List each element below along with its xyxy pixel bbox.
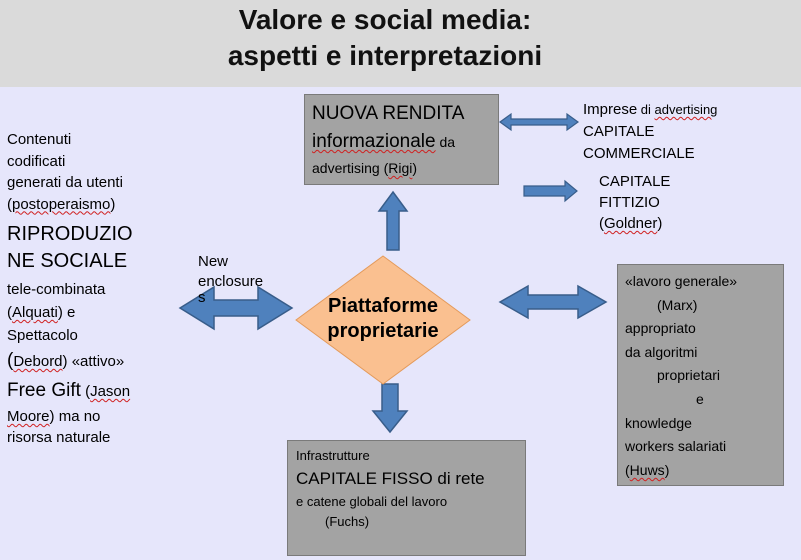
right-box-huws: Huws bbox=[629, 461, 665, 478]
left-line-1: Contenuti bbox=[7, 131, 72, 148]
fictitious-close-paren: ) bbox=[657, 215, 663, 232]
bottom-box-text bbox=[296, 446, 522, 532]
bottom-box-line-2: CAPITALE FISSO di rete bbox=[296, 469, 485, 488]
bottom-box-line-4: (Fuchs) bbox=[325, 514, 370, 529]
left-line-2: codificati bbox=[7, 152, 66, 170]
top-box-rigi: Rigi bbox=[388, 160, 413, 176]
left-debord-close: ) «attivo» bbox=[62, 353, 125, 370]
right-box-line-8: workers salariati bbox=[625, 438, 727, 455]
left-line-4 bbox=[7, 194, 185, 216]
left-free-gift: Free Gift bbox=[7, 380, 81, 401]
right-box-line-7: knowledge bbox=[625, 414, 692, 431]
fictitious-goldner: Goldner bbox=[604, 215, 658, 232]
right-box-line-1: «lavoro generale» bbox=[625, 273, 738, 289]
new-enclosures-text bbox=[198, 252, 298, 304]
right-box-line-2: (Marx) bbox=[657, 296, 698, 313]
top-box-close-paren: ) bbox=[412, 160, 418, 176]
bottom-box-line-3: e catene globali del lavoro bbox=[296, 494, 448, 509]
left-line-gift bbox=[7, 377, 185, 406]
commercial-line-3: COMMERCIALE bbox=[583, 145, 695, 162]
bottom-box-line-1: Infrastrutture bbox=[296, 448, 370, 463]
title-line-1: Valore e social media: bbox=[238, 4, 532, 35]
top-box-line-3 bbox=[312, 157, 497, 179]
left-debord: Debord bbox=[13, 353, 63, 370]
left-alquati-open: ( bbox=[7, 304, 12, 321]
left-open-paren: ( bbox=[7, 195, 12, 213]
right-double-arrow bbox=[500, 286, 606, 318]
left-gift-open: ( bbox=[80, 383, 91, 400]
commercial-capital-text bbox=[583, 99, 798, 165]
top-box-text bbox=[312, 100, 497, 179]
left-postoperaismo: postoperaismo bbox=[12, 195, 111, 213]
title-line-2: aspetti e interpretazioni bbox=[227, 40, 543, 71]
right-box-line-4: da algoritmi bbox=[625, 343, 698, 360]
left-moore-tail: ) ma no bbox=[49, 408, 101, 425]
fictitious-line-2: FITTIZIO bbox=[599, 194, 660, 211]
left-line-3: generati da utenti bbox=[7, 174, 123, 191]
left-close-paren: ) bbox=[110, 195, 116, 213]
left-line-8 bbox=[7, 347, 185, 375]
down-arrow bbox=[373, 384, 407, 432]
small-double-arrow bbox=[500, 114, 578, 130]
fictitious-capital-text bbox=[599, 171, 779, 234]
left-moore: Moore bbox=[7, 408, 50, 425]
left-alquati: Alquati bbox=[12, 304, 58, 321]
left-alquati-close: ) e bbox=[57, 304, 76, 321]
center-label bbox=[306, 294, 460, 344]
commercial-imprese: Imprese bbox=[583, 101, 638, 118]
fictitious-line-3 bbox=[599, 213, 779, 234]
center-line-1: Piattaforme bbox=[327, 295, 439, 317]
top-box-line-2 bbox=[312, 128, 497, 157]
left-line-10: risorsa naturale bbox=[7, 429, 111, 446]
left-line-7: Spettacolo bbox=[7, 327, 78, 344]
right-box-open-paren: ( bbox=[625, 461, 630, 478]
enclosure-line-1: New bbox=[198, 253, 229, 270]
right-box-line-9 bbox=[625, 459, 785, 483]
left-debord-open: ( bbox=[7, 350, 14, 371]
center-line-2: proprietarie bbox=[327, 320, 439, 342]
left-line-9 bbox=[7, 406, 185, 427]
left-big-line-2: NE SOCIALE bbox=[7, 250, 128, 272]
commercial-di: di bbox=[637, 102, 655, 117]
top-box-line-1: NUOVA RENDITA bbox=[312, 103, 465, 124]
right-box-line-6: e bbox=[696, 390, 704, 407]
fictitious-open-paren: ( bbox=[599, 215, 604, 232]
top-box-da: da bbox=[435, 134, 456, 150]
left-column-text bbox=[7, 129, 185, 448]
small-right-arrow bbox=[524, 181, 577, 201]
left-line-6 bbox=[7, 301, 185, 324]
left-line-5: tele-combinata bbox=[7, 281, 106, 298]
fictitious-line-1: CAPITALE bbox=[599, 173, 671, 190]
up-arrow bbox=[379, 192, 407, 250]
enclosure-line-3: s bbox=[198, 289, 206, 306]
left-big-line-1: RIPRODUZIO bbox=[7, 223, 133, 245]
enclosure-line-2: enclosure bbox=[198, 273, 264, 290]
right-box-close-paren: ) bbox=[664, 461, 670, 478]
commercial-line-2: CAPITALE bbox=[583, 123, 655, 140]
right-box-text bbox=[625, 270, 785, 482]
top-box-informazionale: informazionale bbox=[312, 131, 436, 152]
right-box-line-5: proprietari bbox=[657, 367, 721, 384]
right-box-line-3: appropriato bbox=[625, 320, 696, 337]
left-jason: Jason bbox=[90, 383, 131, 400]
commercial-line-1 bbox=[583, 99, 798, 121]
commercial-advertising: advertising bbox=[654, 102, 718, 117]
top-box-advertising: advertising ( bbox=[312, 160, 389, 176]
